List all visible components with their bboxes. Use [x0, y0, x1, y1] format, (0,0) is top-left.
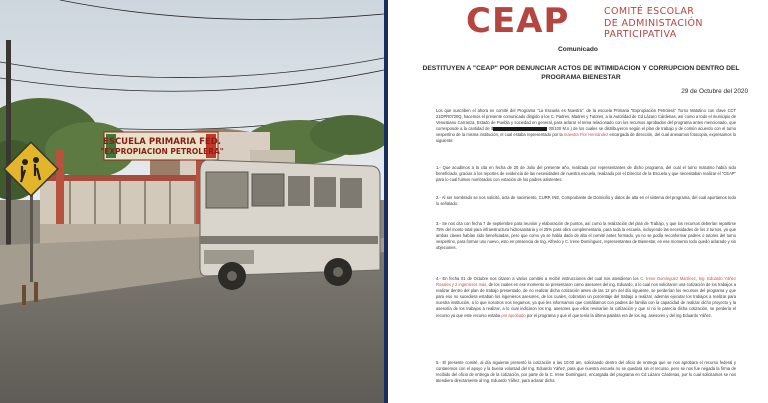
document-page — [388, 0, 768, 403]
intro-text-cont: 00/100 M.n.) de los cuales se distribuyeron según el plan de trabajo y de común acuerdo con el turno vespertino de la misma institución, el cual estaba representado por la — [436, 126, 737, 138]
paragraph-1: 1.- Que acudimos a la cita en fecha de 20 de Julio del presente año, realizada por representantes de dicho programa, del cual el turno matutino había sido beneficiado, gracias a los reportes de evidencia de las necesidades de nuestra escuela, realizado por el Director de la Escuela y que necesitaban realizar el "CEAP" para lo cual fuimos nombrados con votación de los padres asistentes. — [436, 165, 736, 183]
subtitle-line-3: PARTICIPATIVA — [604, 29, 677, 40]
school-sign-line1: ESCUELA PRIMARIA FED. — [103, 137, 221, 147]
kicker: Comunicado — [558, 46, 598, 53]
paragraph-2: 2.- Al ser nombrado se nos solicitó, acta de nacimiento, CURP, INE, Comprobante de Domicilio y datos de alta en el sistema del programa, del cual aportamos todo lo señalado. — [436, 195, 736, 207]
letterhead-subtitle — [604, 6, 754, 41]
intro-text-end: encargada de dirección, del cual anexamos fotocopia, expresamos lo siguiente: — [436, 132, 736, 144]
p4-text-end: por el programa y que el que tenía la última palabra era de los ing. asesores y del ing Eduardo Yáñez. — [526, 312, 712, 318]
school-sign — [100, 132, 223, 160]
paragraph-5: 5.- El presente comité, al día siguiente presentó la cotización a las 10:00 am, solicitando dentro del oficio de entrega que se nos aprobara el recurso federal y contaremos con el apoyo y la buena voluntad del Ing. Eduardo Yáñez, para que nuestra escuela no se quedara sin el recurso, pero se nos fue negada la firma de recibido del oficio de entrega de la cotización, por parte de la C. Irene Domínguez, encargada del programa en Cd Lázaro Cárdenas, por lo cual solicitamos se nos atendiera directamente al Ing. Eduardo Yáñez, para aclarar dicha — [436, 360, 736, 384]
paragraph-4 — [436, 276, 736, 319]
paragraph-3: 3.- Se nos cita con fecha 7 de septiembre para reunión y elaboración de puntos, así como la realización del plan de Trabajo, y que los recursos deberían repartirse 75% del monto total para infraestructura hidrosanitaria y el 25% para obra complementaria, para toda la escuela, incluyendo las necesidades de los 2 turnos, ya que ambas claves habían sido beneficiadas, pero que como ya se había dado de alta el comité antes formado, ya no se podía reconformar padres o tutores del turno vespertino, para formar uno nuevo, esto en presencia de Ing. Alfredo y C. Irene Domínguez, representantes de Bienestar, en ese momento todo quedó aclarado y sin objeciones. — [436, 221, 736, 251]
p4-text-start: 4.- En fecha 01 de Octubre nos citaron a varios comités a recibir instrucciones del cual nos atendieron los — [436, 276, 639, 281]
subtitle-line-2: DE ADMINISTACIÓN — [604, 17, 703, 29]
paragraph-intro — [436, 108, 736, 145]
school-bus — [200, 160, 380, 290]
school-sign-line2: "EXPROPIACION PETROLERA" — [100, 147, 224, 156]
p4-highlight: C. Irene Domínguez Martínez, Ing. Eduardo Yáñez Rosales y 2 ingenieros más, — [436, 276, 736, 288]
headline: DESTITUYEN A "CEAP" POR DENUNCIAR ACTOS DE INTIMIDACION Y CORRUPCION DENTRO DEL PROGRAMA BIENESTAR — [422, 65, 740, 81]
document-date: 29 de Octubre del 2020 — [681, 88, 748, 95]
intro-highlight: maestra Flor Hernández — [563, 132, 609, 138]
redacted-amount — [493, 127, 547, 131]
utility-pole — [6, 40, 11, 260]
ceap-logo: CEAP — [466, 1, 570, 41]
p4-text-middle: de los cuales en ese momento se presentaron como asesores del ing. Eduardo, a lo cual nos solicitaron una cotización de los trabajos a realizar dentro del plan de trabajo presentado, de no realizar dicha cotización antes de las 12 pm del día siguiente, se perderían los recursos del programa y que para eso no sucediera estaban los ingenieros asesores, de los cuales, cobrarían un porcentaje del trabajo a realizar, además ejecutar los trabajos a realizar para nuestra institución, a lo que nosotros nos negamos, ya que les informamos que contábamos con padres de familia con la capacidad de realizar dicho proyecto y la asesoría de los trabajos a realizar, a lo cual indicaron los Ing. asesores que ellos revisarían la cotización y que si no le parecía dicha cotización, se perdería el recurso ya que este recurso estaba — [436, 282, 736, 318]
intro-text: Los que suscriben el ahora ex comité del Programa "La Escuela es Nuestra", de la escuela Primaria "Expropiación Petrolera" Turno Matutino con clave CCT 21DPR0720Q, hacemos el presente comunicado dirigido a los C. Padres, Madres y Tutores, a la Autoridad de Cd Lázaro Cárdenas, así como a todo el municipio de Venustiano Carranza, Estado de Puebla y sociedad en general, para aclarar el tema relacionado con los recursos aprobados del programa antes mencionado, que corresponde a la cantidad de $ — [436, 108, 736, 132]
p4-highlight-2: pre aprobado — [501, 312, 526, 318]
subtitle-line-1: COMITÉ ESCOLAR — [604, 6, 695, 17]
letterhead — [388, 0, 768, 44]
